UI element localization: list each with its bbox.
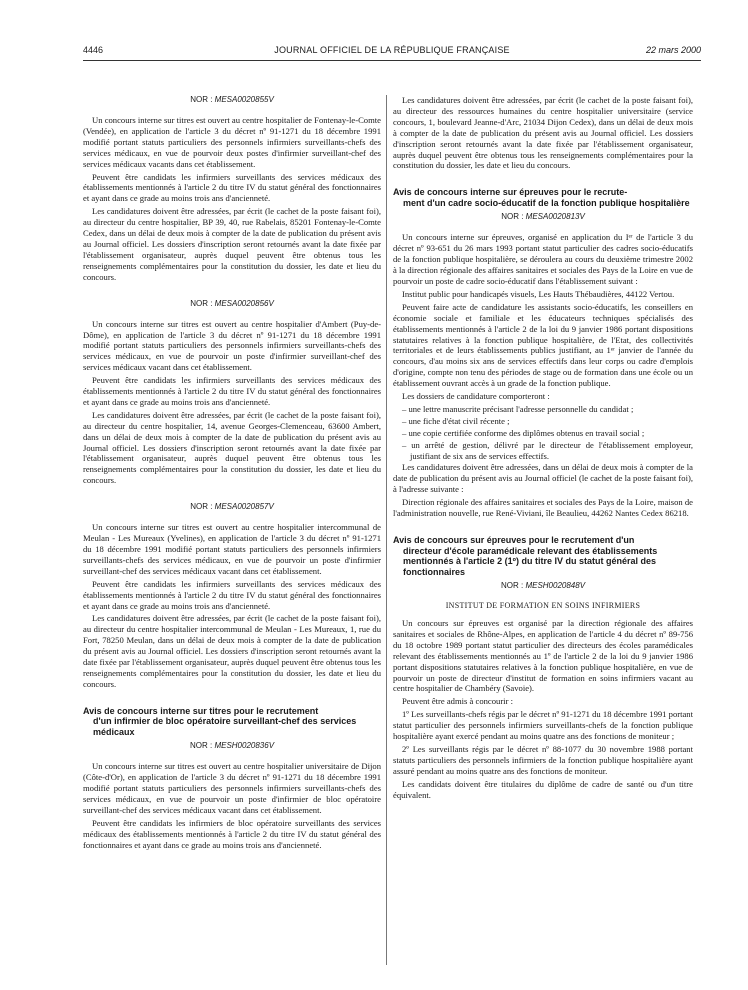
- notice-directeur-ecole: [393, 535, 693, 801]
- right-column: [393, 95, 693, 817]
- nor-code: MESA0020855V: [214, 95, 274, 104]
- nor-reference: NOR : MESA0020857V: [190, 502, 274, 512]
- paragraph: Les candidatures doivent être adressées, par écrit (le cachet de la poste faisant foi), au directeur du centre hospitalier, 14, avenue Georges-Clemenceau, 63600 Ambert, dans un délai de deux mois à compter de la date de publication du présent avis au Journal officiel. Les dossiers d'inscription seront retournés avant la date fixée par l'établissement organisateur, auprès duquel peuvent être obtenus tous les renseignements complémentaires pour la constitution du dossier, les date et lieu du concours.: [83, 409, 381, 486]
- nor-code: MESA0020856V: [214, 298, 274, 308]
- paragraph: Peuvent être candidats les infirmiers surveillants des services médicaux des établissements mentionnés à l'article 2 du titre IV du statut général des fonctionnaires et ayant dans ce grade au moins trois ans d'ancienneté.: [83, 578, 381, 611]
- nor-code: MESH0020836V: [214, 741, 275, 751]
- establishment-address: Institut public pour handicapés visuels, Les Hauts Thébaudières, 44122 Vertou.: [402, 288, 675, 299]
- list-item: – une fiche d'état civil récente ;: [402, 415, 510, 426]
- paragraph: Les dossiers de candidature comporteront :: [402, 391, 550, 402]
- journal-title: JOURNAL OFFICIEL DE LA RÉPUBLIQUE FRANÇAISE: [274, 45, 510, 55]
- notice-title: Avis de concours interne sur épreuves pour le recrute- ment d'un cadre socio-éducatif de la fonction publique hospitalière: [393, 187, 690, 208]
- issue-date: 22 mars 2000: [645, 45, 701, 55]
- nor-reference: NOR : MESH0020836V: [189, 741, 275, 751]
- paragraph: Les candidatures doivent être adressées, par écrit (le cachet de la poste faisant foi), au directeur des ressources humaines du centre hospitalier universitaire (service concours, 1, boulevard Jeanne-d'Arc, 21034 Dijon Cedex), dans un délai de deux mois à compter de la date de publication du présent avis au Journal officiel. Les dossiers d'inscription seront retournés avant la date fixée par l'établissement organisateur, auprès duquel peuvent être obtenus tous les renseignements complémentaires pour la constitution du dossier, les date et lieu du concours.: [393, 95, 693, 171]
- list-item: – une lettre manuscrite précisant l'adresse personnelle du candidat ;: [402, 403, 634, 414]
- paragraph: Les candidats doivent être titulaires du diplôme de cadre de santé ou d'un titre équivalent.: [393, 778, 693, 800]
- notice-title: Avis de concours interne sur titres pour le recrutement d'un infirmier de bloc opératoire surveillant-chef des services médicaux: [83, 705, 357, 737]
- notice-cadre-socio-educatif: [393, 187, 693, 519]
- nor-code: MESA0020813V: [525, 212, 585, 222]
- paragraph: 2º Les surveillants régis par le décret nº 88-1077 du 30 novembre 1988 portant statuts particuliers des personnels infirmiers de la fonction publique hospitalière ayant assuré pendant au moins quatre ans des fonctions de moniteur.: [393, 743, 693, 776]
- notice-ambert: [83, 299, 381, 487]
- institute-heading: INSTITUT DE FORMATION EN SOINS INFIRMIERS: [445, 601, 641, 610]
- submission-address: Direction régionale des affaires sanitaires et sociales des Pays de la Loire, maison de l'administration nouvelle, rue René-Viviani, île Beaulieu, 44262 Nantes Cedex 86218.: [393, 497, 693, 519]
- nor-reference: NOR : MESA0020813V: [501, 212, 585, 222]
- nor-reference: NOR : MESA0020855V: [190, 95, 274, 104]
- nor-reference: NOR : MESA0020856V: [190, 298, 274, 308]
- paragraph: Peuvent être candidats les infirmiers surveillants des services médicaux des établissements mentionnés à l'article 2 du titre IV du statut général des fonctionnaires et ayant dans ce grade au moins trois ans d'ancienneté.: [83, 375, 381, 407]
- paragraph: Un concours sur épreuves est organisé par la direction régionale des affaires sanitaires et sociales de Rhône-Alpes, en application de l'article 4 du décret nº 89-756 du 18 octobre 1989 portant statut particulier des directeurs des écoles paramédicales relevant des établissements mentionnés au 1º de l'article 2 de la loi du 9 janvier 1986 portant dispositions statutaires relatives à la fonction publique hospitalière, en vue de pourvoir un poste de directeur d'institut de formation en soins infirmiers vacant au centre hospitalier de Chambéry (Savoie).: [393, 618, 693, 694]
- notice-dijon-continuation: [393, 95, 693, 171]
- list-item: – une copie certifiée conforme des diplômes obtenus en travail social ;: [402, 427, 645, 438]
- notice-meulan: [83, 502, 381, 690]
- notice-dijon: [83, 706, 381, 851]
- column-divider: [386, 95, 387, 965]
- paragraph: Peuvent être candidats les infirmiers surveillants des services médicaux des établissements mentionnés à l'article 2 du titre IV du statut général des fonctionnaires et ayant dans ce grade au moins trois ans d'ancienneté.: [83, 171, 381, 204]
- paragraph: Peuvent être admis à concourir :: [402, 696, 513, 707]
- paragraph: Les candidatures doivent être adressées, par écrit (le cachet de la poste faisant foi), au directeur du centre hospitalier, BP 39, 40, rue Rabelais, 85201 Fontenay-le-Comte Cedex, dans un délai de deux mois à compter de la date de publication du présent avis au Journal officiel. Les dossiers d'inscription seront retournés avant la date fixée par l'établissement organisateur, auprès duquel peuvent être obtenus tous les renseignements complémentaires pour la constitution du dossier, les date et lieu du concours.: [83, 206, 381, 282]
- nor-code: MESA0020857V: [214, 502, 274, 512]
- list-item: – un arrêté de gestion, délivré par le directeur de l'établissement employeur, justifiant de six ans de services effectifs.: [402, 439, 693, 461]
- paragraph: Peuvent faire acte de candidature les assistants socio-éducatifs, les conseillers en économie sociale et familiale et les éducateurs techniques spécialisés des établissements mentionnés à l'article 2 de la loi du 9 janvier 1986 portant dispositions statutaires relatives à la fonction publique hospitalière, de l'Etat, des collectivités territoriales et de leurs établissements publics justifiant, au 1ᵉʳ janvier de l'année du concours, d'au moins six ans de services effectifs dans leur corps ou cadre d'emplois d'origine, compte non tenu des périodes de stage ou de formation dans une école ou un établissement ouvrant accès à un grade de la fonction publique.: [393, 301, 693, 389]
- notice-fontenay: [83, 95, 381, 283]
- paragraph: Un concours interne sur titres est ouvert au centre hospitalier d'Ambert (Puy-de-Dôme), en application de l'article 3 du décret nº 91-1271 du 18 décembre 1991 modifié portant statuts particuliers des personnels infirmiers surveillants-chefs des services médicaux, en vue de pourvoir un poste d'infirmier surveillant-chef des services médicaux vacant dans cet établissement.: [83, 318, 381, 373]
- page-number: 4446: [83, 45, 104, 55]
- paragraph: Un concours interne sur titres est ouvert au centre hospitalier intercommunal de Meulan - Les Mureaux (Yvelines), en application de l'article 3 du décret nº 91-1271 du 18 décembre 1991 modifié portant statuts particuliers des personnels infirmiers surveillants-chefs des services médicaux, en vue de pourvoir un poste d'infirmier surveillant-chef des services médicaux vacant dans cet établissement.: [83, 522, 381, 576]
- nor-code: MESH0020848V: [525, 581, 586, 590]
- paragraph: Un concours interne sur titres est ouvert au centre hospitalier universitaire de Dijon (Côte-d'Or), en application de l'article 3 du décret nº 91-1271 du 18 décembre 1991 modifié portant statuts particuliers des personnels infirmiers surveillants-chefs des services médicaux, en vue de pourvoir un poste d'infirmier de bloc opératoire surveillant-chef des services médicaux vacant dans cet établissement.: [83, 761, 381, 815]
- paragraph: 1º Les surveillants-chefs régis par le décret nº 91-1271 du 18 décembre 1991 portant statut particulier des personnels infirmiers surveillants-chefs de la fonction publique hospitalière ayant exercé pendant au moins quatre ans des fonctions de moniteur ;: [393, 709, 693, 742]
- paragraph: Les candidatures doivent être adressées, par écrit (le cachet de la poste faisant foi), au directeur du centre hospitalier intercommunal de Meulan - Les Mureaux, 1, rue du Fort, 78250 Meulan, dans un délai de deux mois à compter de la date de publication du présent avis au Journal officiel. Les dossiers d'inscription seront retournés avant la date fixée par l'établissement organisateur, auprès duquel peuvent être obtenus tous les renseignements complémentaires pour la constitution du dossier, les date et lieu du concours.: [83, 613, 381, 689]
- paragraph: Un concours interne sur épreuves, organisé en application du Iᵉʳ de l'article 3 du décret nº 93-651 du 26 mars 1993 portant statut particulier des cadres socio-éducatifs de la fonction publique hospitalière, se déroulera au cours du deuxième trimestre 2002 à la direction régionale des affaires sanitaires et sociales des Pays de la Loire en vue de pourvoir un poste de cadre socio-éducatif dans l'établissement suivant :: [393, 232, 693, 286]
- paragraph: Peuvent être candidats les infirmiers de bloc opératoire surveillants des services médicaux des établissements mentionnés à l'article 2 du titre IV du statut général des fonctionnaires et ayant dans ce grade au moins trois ans d'ancienneté.: [83, 817, 381, 850]
- notice-title: Avis de concours sur épreuves pour le recrutement d'un directeur d'école paramédicale relevant des établissements mentionnés à l'article 2 (1º) du titre IV du statut général des fonctionnaires: [393, 535, 658, 577]
- paragraph: Les candidatures doivent être adressées, dans un délai de deux mois à compter de la date de publication du présent avis au Journal officiel (le cachet de la poste faisant foi), à l'adresse suivante :: [393, 462, 693, 495]
- paragraph: Un concours interne sur titres est ouvert au centre hospitalier de Fontenay-le-Comte (Vendée), en application de l'article 3 du décret nº 91-1271 du 18 décembre 1991 modifié portant statuts particuliers des personnels infirmiers surveillants-chefs des services médicaux, en vue de pourvoir deux postes d'infirmier surveillant-chef des services médicaux vacants dans cet établissement.: [83, 115, 381, 169]
- header-rule: [83, 60, 701, 61]
- nor-reference: NOR : MESH0020848V: [500, 581, 586, 590]
- left-column: [83, 95, 381, 867]
- running-header: [83, 45, 701, 59]
